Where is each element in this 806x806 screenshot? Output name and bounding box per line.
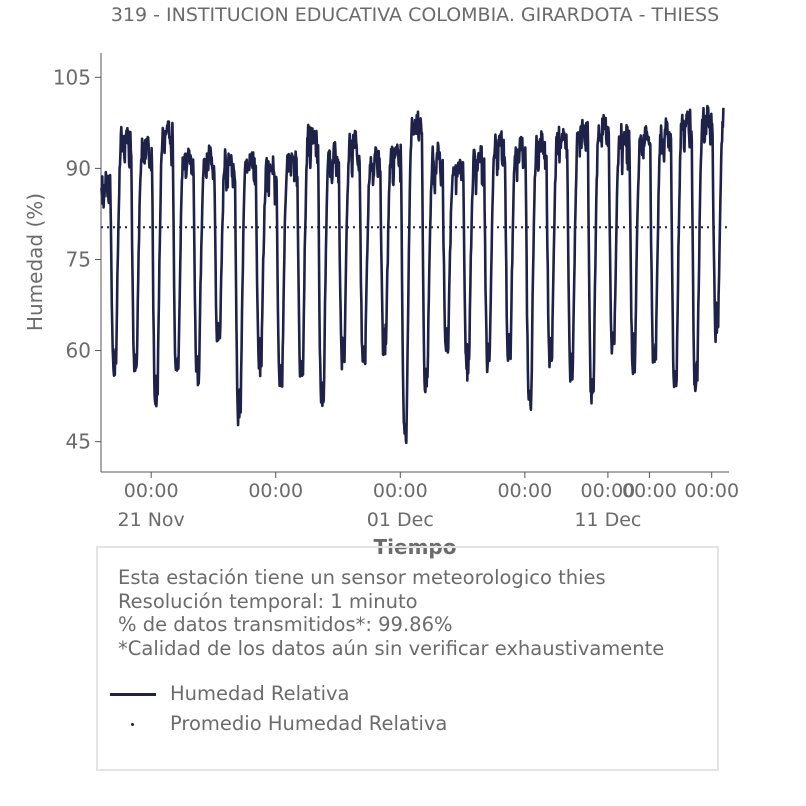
legend-swatch-solid-line: [110, 693, 156, 696]
legend-label: Promedio Humedad Relativa: [170, 712, 448, 735]
x-axis-label: Tiempo: [373, 535, 457, 559]
info-line-quality-note: *Calidad de los datos aún sin verificar exhaustivamente: [118, 636, 665, 660]
x-tick-time-label: 00:00: [684, 480, 740, 502]
x-tick-time-label: 00:00: [622, 480, 677, 502]
y-tick-label: 75: [65, 247, 91, 272]
x-tick-time-label: 00:00: [123, 480, 179, 502]
legend-label: Humedad Relativa: [170, 682, 350, 705]
x-tick-time-label: 00:00: [248, 480, 304, 502]
x-tick-time-label: 00:00: [580, 480, 636, 502]
x-tick-time-label: 00:00: [372, 480, 428, 502]
y-tick-label: 45: [65, 429, 91, 454]
info-line-transmitted: % de datos transmitidos*: 99.86%: [118, 613, 453, 636]
info-line-resolution: Resolución temporal: 1 minuto: [118, 589, 418, 613]
x-tick-date-label: 01 Dec: [366, 509, 434, 531]
y-axis-label: Humedad (%): [23, 192, 47, 332]
x-tick-date-label: 21 Nov: [117, 509, 185, 531]
x-tick-date-label: 11 Dec: [574, 509, 642, 531]
info-box: [96, 546, 719, 771]
chart-title: 319 - INSTITUCION EDUCATIVA COLOMBIA. GIRARDOTA - THIESS: [110, 4, 720, 26]
y-tick-label: 90: [65, 156, 91, 181]
series-line-humedad-relativa: [101, 106, 723, 443]
legend-swatch-dot: [131, 723, 134, 726]
info-line-sensor: Esta estación tiene un sensor meteorologico thies: [118, 566, 606, 589]
plot-area: [53, 53, 739, 531]
info-text: [118, 566, 664, 660]
y-tick-label: 105: [52, 65, 91, 90]
y-tick-label: 60: [65, 338, 91, 363]
x-tick-time-label: 00:00: [497, 480, 553, 502]
